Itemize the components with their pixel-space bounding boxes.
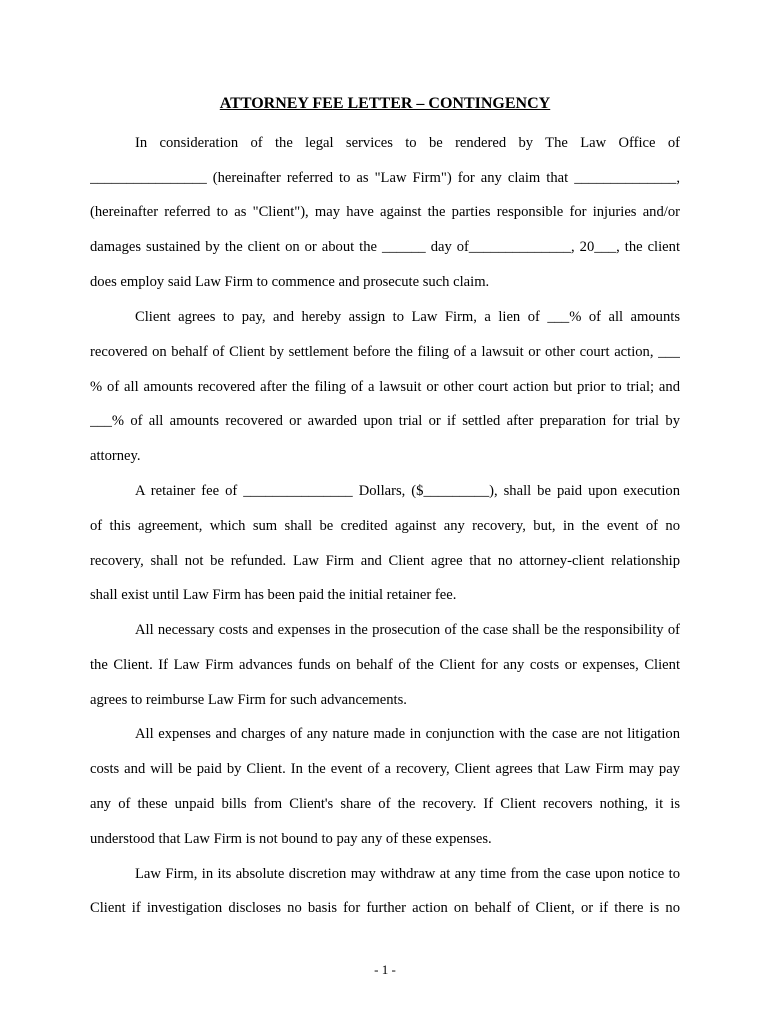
body-line: attorney. <box>90 448 141 464</box>
body-line: shall exist until Law Firm has been paid the initial retainer fee. <box>90 587 457 603</box>
body-line: A retainer fee of _______________ Dollars, ($_________), shall be paid upon execution <box>135 483 680 499</box>
body-line: recovered on behalf of Client by settlement before the filing of a lawsuit or other court action, ___ <box>90 344 680 360</box>
body-line: of this agreement, which sum shall be credited against any recovery, but, in the event of no <box>90 518 680 534</box>
body-line: Client if investigation discloses no basis for further action on behalf of Client, or if there is no <box>90 900 680 916</box>
body-line: does employ said Law Firm to commence and prosecute such claim. <box>90 274 490 290</box>
body-line: any of these unpaid bills from Client's share of the recovery. If Client recovers nothing, it is <box>90 796 680 812</box>
body-line: ___% of all amounts recovered or awarded upon trial or if settled after preparation for trial by <box>90 413 680 429</box>
page-number: - 1 - <box>374 962 396 977</box>
body-line: (hereinafter referred to as "Client"), may have against the parties responsible for injuries and/or <box>90 204 680 220</box>
body-line: All expenses and charges of any nature made in conjunction with the case are not litigation <box>135 726 680 742</box>
body-line: recovery, shall not be refunded. Law Firm and Client agree that no attorney-client relationship <box>90 553 680 569</box>
body-line: Law Firm, in its absolute discretion may withdraw at any time from the case upon notice to <box>135 866 680 882</box>
body-line: damages sustained by the client on or about the ______ day of______________, 20___, the client <box>90 239 680 255</box>
body-line: understood that Law Firm is not bound to pay any of these expenses. <box>90 831 492 847</box>
body-line: Client agrees to pay, and hereby assign to Law Firm, a lien of ___% of all amounts <box>135 309 680 325</box>
body-line: ________________ (hereinafter referred to as "Law Firm") for any claim that ______________, <box>90 170 680 186</box>
body-line: In consideration of the legal services to be rendered by The Law Office of <box>135 135 680 151</box>
body-line: costs and will be paid by Client. In the event of a recovery, Client agrees that Law Firm may pay <box>90 761 680 777</box>
body-line: % of all amounts recovered after the filing of a lawsuit or other court action but prior to trial; and <box>90 379 680 395</box>
body-line: the Client. If Law Firm advances funds on behalf of the Client for any costs or expenses, Client <box>90 657 680 673</box>
document-title: ATTORNEY FEE LETTER – CONTINGENCY <box>219 95 551 112</box>
body-line: agrees to reimburse Law Firm for such advancements. <box>90 692 407 708</box>
body-line: All necessary costs and expenses in the prosecution of the case shall be the responsibility of <box>135 622 680 638</box>
